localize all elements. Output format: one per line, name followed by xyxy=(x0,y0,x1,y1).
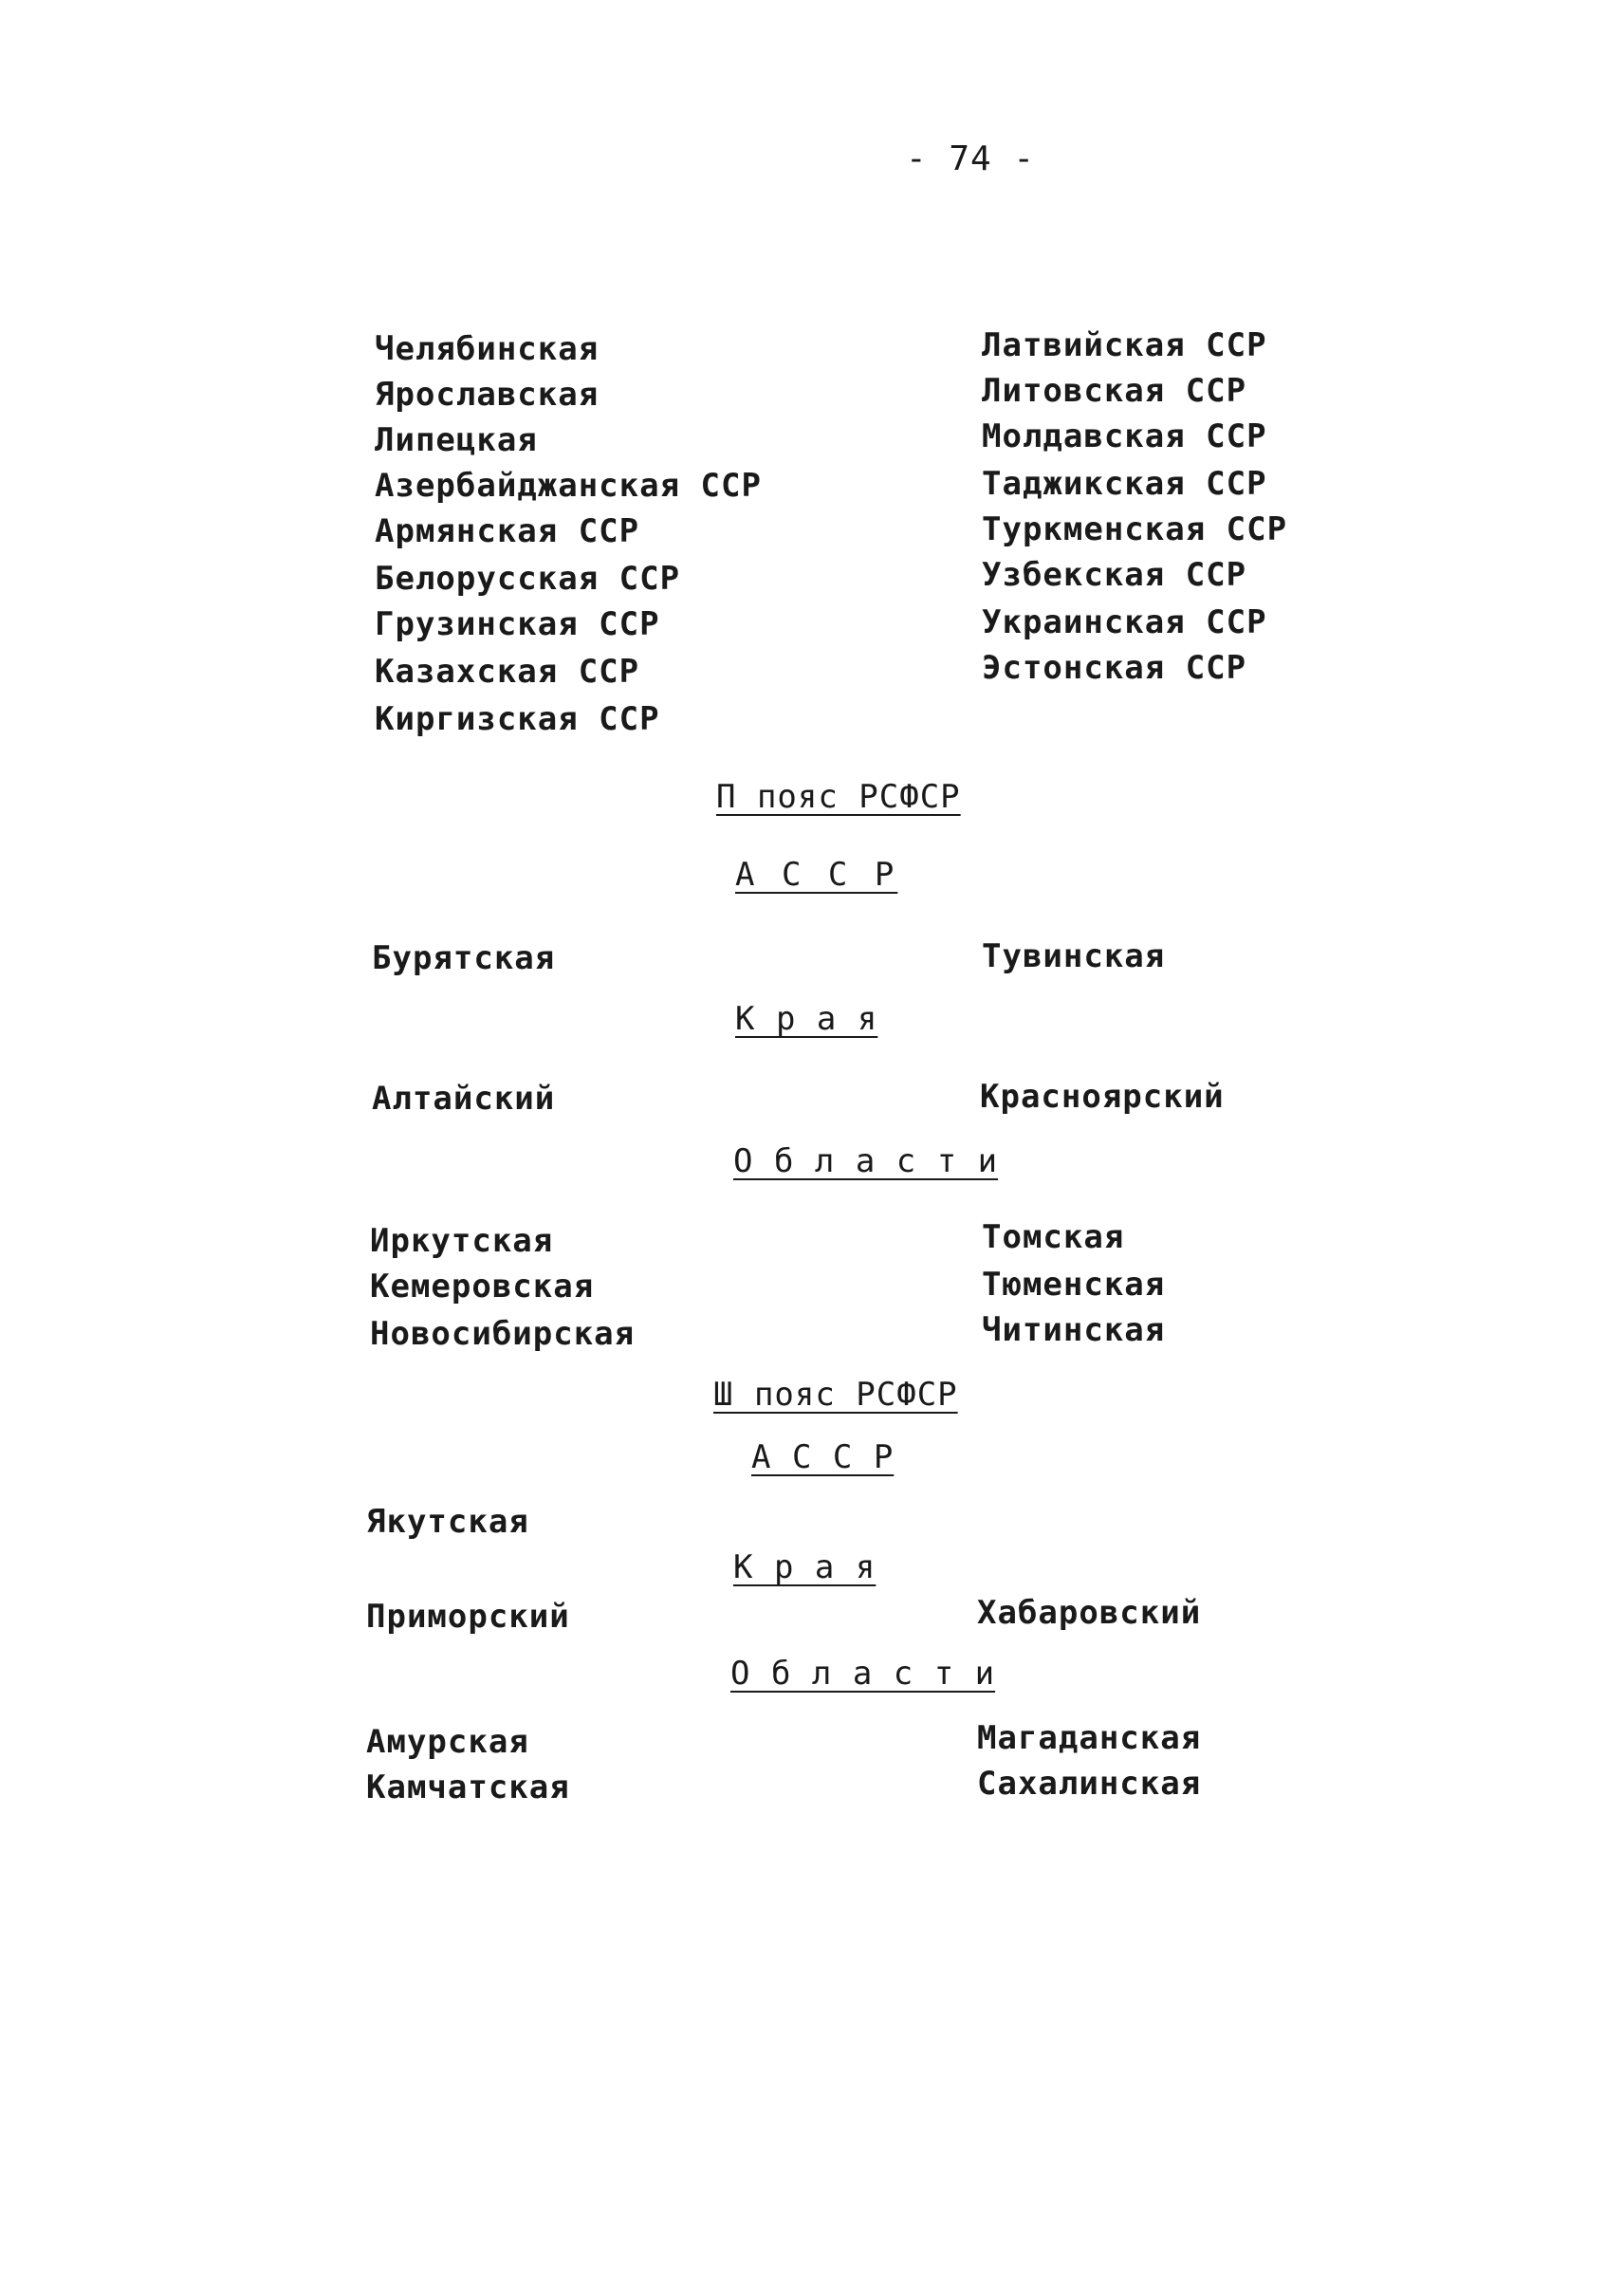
zone3-assr-heading: А С С Р xyxy=(751,1438,895,1476)
list-item: Грузинская ССР xyxy=(375,605,660,643)
list-item: Армянская ССР xyxy=(375,512,640,550)
list-item: Белорусская ССР xyxy=(375,560,681,598)
list-item: Новосибирская xyxy=(370,1315,636,1353)
list-item: Киргизская ССР xyxy=(375,700,660,738)
list-item: Амурская xyxy=(366,1723,529,1761)
list-item: Бурятская xyxy=(372,939,556,977)
list-item: Хабаровский xyxy=(977,1594,1202,1632)
list-item: Магаданская xyxy=(977,1719,1202,1757)
list-item: Сахалинская xyxy=(977,1765,1202,1803)
list-item: Тувинская xyxy=(982,937,1166,975)
list-item: Красноярский xyxy=(980,1078,1225,1116)
list-item: Эстонская ССР xyxy=(982,649,1247,687)
list-item: Узбекская ССР xyxy=(982,556,1247,594)
list-item: Алтайский xyxy=(372,1080,556,1118)
zone3-kraya-heading: К р а я xyxy=(733,1548,877,1586)
list-item: Читинская xyxy=(982,1311,1166,1349)
list-item: Челябинская xyxy=(375,330,600,368)
list-item: Литовская ССР xyxy=(982,372,1247,410)
list-item: Иркутская xyxy=(370,1222,554,1260)
list-item: Ярославская xyxy=(375,376,600,414)
list-item: Таджикская ССР xyxy=(982,465,1267,503)
zone3-title: Ш пояс РСФСР xyxy=(713,1376,958,1414)
zone2-kraya-heading: К р а я xyxy=(735,1000,878,1038)
list-item: Липецкая xyxy=(375,421,538,459)
list-item: Азербайджанская ССР xyxy=(375,467,762,505)
list-item: Молдавская ССР xyxy=(982,417,1267,455)
list-item: Украинская ССР xyxy=(982,603,1267,641)
list-item: Приморский xyxy=(366,1598,570,1636)
list-item: Тюменская xyxy=(982,1266,1166,1304)
list-item: Кемеровская xyxy=(370,1268,595,1305)
list-item: Казахская ССР xyxy=(375,653,640,691)
list-item: Камчатская xyxy=(366,1768,570,1806)
page-number: - 74 - xyxy=(906,139,1036,178)
list-item: Якутская xyxy=(366,1503,529,1541)
list-item: Туркменская ССР xyxy=(982,510,1288,548)
zone2-assr-heading: А С С Р xyxy=(735,856,898,894)
list-item: Томская xyxy=(982,1218,1125,1256)
zone2-oblasti-heading: О б л а с т и xyxy=(733,1142,999,1180)
zone3-oblasti-heading: О б л а с т и xyxy=(730,1655,996,1693)
list-item: Латвийская ССР xyxy=(982,326,1267,364)
zone2-title: П пояс РСФСР xyxy=(716,778,961,816)
